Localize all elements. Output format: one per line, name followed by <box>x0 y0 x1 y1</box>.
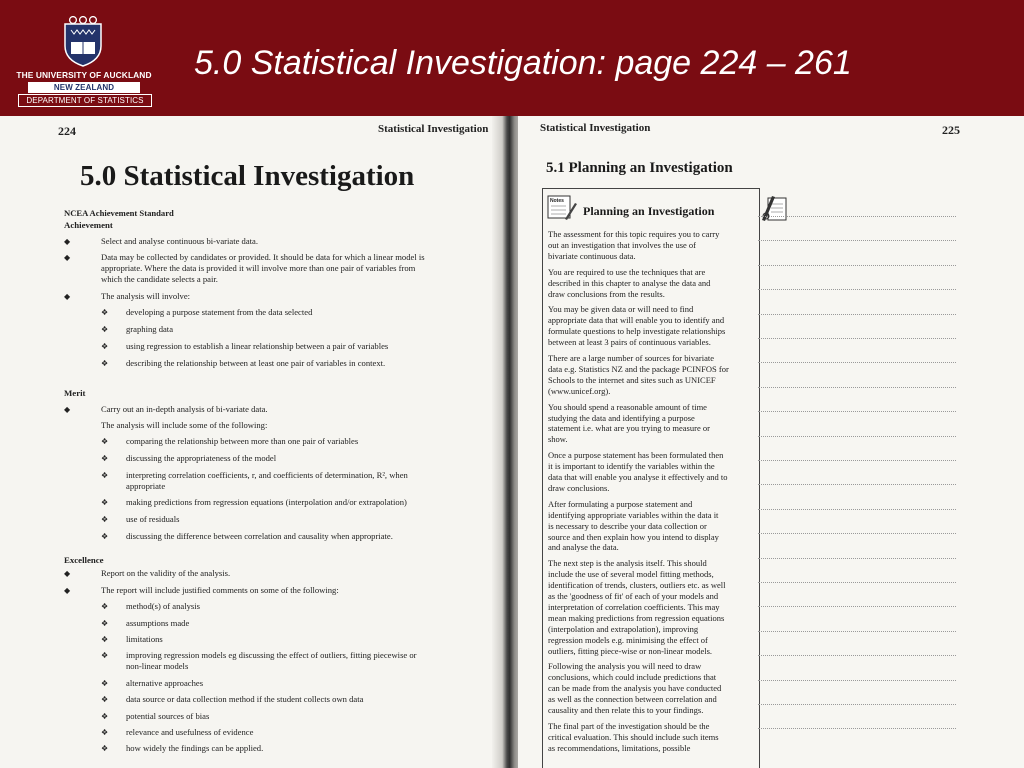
notes-line <box>758 484 956 485</box>
box-text-line: critical evaluation. This should include such items <box>548 731 719 742</box>
excellence-sub-item: limitations <box>126 634 163 644</box>
university-name: THE UNIVERSITY OF AUCKLAND <box>16 70 152 80</box>
achievement-item: which the candidate selects a pair. <box>101 274 218 284</box>
book-scan <box>0 116 1024 768</box>
box-text-line: (www.unicef.org). <box>548 385 611 396</box>
box-text-line: identification of trends, clusters, outliers etc. as well <box>548 580 726 591</box>
sub-bullet-icon: ❖ <box>101 712 109 721</box>
box-text-line: draw conclusions. <box>548 482 610 493</box>
svg-text:Notes: Notes <box>550 198 564 204</box>
slide-title: 5.0 Statistical Investigation: page 224 – 261 <box>194 44 852 82</box>
standard-label: NCEA Achievement Standard <box>64 208 174 218</box>
excellence-sub-item: potential sources of bias <box>126 711 210 721</box>
box-text-line: data e.g. Statistics NZ and the package PCINFOS for <box>548 363 729 374</box>
box-text-line: as well as the connection between correlation and <box>548 694 717 705</box>
merit-sub-item: interpreting correlation coefficients, r, and coefficients of determination, R², when <box>126 470 408 480</box>
notes-line <box>758 387 956 388</box>
achievement-sub-item: describing the relationship between at least one pair of variables in context. <box>126 358 386 368</box>
box-text-line: and analyse the data. <box>548 542 619 553</box>
notes-line <box>758 728 956 729</box>
box-title: Planning an Investigation <box>583 204 715 218</box>
achievement-heading: Achievement <box>64 220 113 230</box>
box-text-line: causality and then relate this to your findings. <box>548 705 704 715</box>
box-text-line: (interpolation and extrapolation), improving <box>548 623 699 634</box>
sub-bullet-icon: ❖ <box>101 679 109 688</box>
excellence-heading: Excellence <box>64 555 104 565</box>
excellence-sub-item: relevance and usefulness of evidence <box>126 727 254 737</box>
achievement-item: Data may be collected by candidates or provided. It should be data for which a linear model is <box>101 252 425 262</box>
excellence-sub-item: alternative approaches <box>126 678 204 688</box>
excellence-item: Report on the validity of the analysis. <box>101 568 231 578</box>
department-name: DEPARTMENT OF STATISTICS <box>18 94 152 107</box>
box-text-line: show. <box>548 434 568 445</box>
notes-line <box>758 680 956 681</box>
excellence-item: The report will include justified comments on some of the following: <box>101 585 339 595</box>
box-text-line: between at least 3 pairs of continuous variables. <box>548 337 711 348</box>
sub-bullet-icon: ❖ <box>101 728 109 737</box>
box-text-line: statement i.e. what are you trying to measure or <box>548 423 710 434</box>
bullet-icon: ◆ <box>64 237 71 246</box>
box-text-line: formulate questions to help investigate relationships <box>548 326 726 337</box>
left-page <box>0 116 505 768</box>
achievement-sub-item: graphing data <box>126 324 174 334</box>
achievement-sub-item: using regression to establish a linear relationship between a pair of variables <box>126 341 389 351</box>
box-text-line: Once a purpose statement has been formulated then <box>548 450 724 461</box>
notes-line <box>758 533 956 534</box>
notes-line <box>758 289 956 290</box>
excellence-sub-item: improving regression models eg discussing the effect of outliers, fitting piecewise or <box>126 650 417 660</box>
notes-line <box>758 216 956 217</box>
sub-bullet-icon: ❖ <box>101 602 109 611</box>
box-text-line: source and then explain how you intend to display <box>548 531 719 542</box>
notes-line <box>758 704 956 705</box>
box-text-line: out an investigation that involves the use of <box>548 239 697 250</box>
sub-bullet-icon: ❖ <box>101 342 109 351</box>
box-text-line: as recommendations, limitations, possible <box>548 742 691 753</box>
excellence-sub-item: data source or data collection method if the student collects own data <box>126 694 364 704</box>
chapter-title: 5.0 Statistical Investigation <box>80 160 415 192</box>
sub-bullet-icon: ❖ <box>101 744 109 753</box>
box-text-line: mean making predictions from regression equations <box>548 612 725 623</box>
box-text-line: There are a large number of sources for bivariate <box>548 353 714 363</box>
notes-line <box>758 582 956 583</box>
notes-lines <box>758 216 956 768</box>
box-text-line: as the 'goodness of fit' of each of your models and <box>548 591 719 601</box>
sub-bullet-icon: ❖ <box>101 498 109 507</box>
notes-line <box>758 338 956 339</box>
merit-item: The analysis will include some of the following: <box>101 420 268 430</box>
excellence-sub-item: how widely the findings can be applied. <box>126 743 264 753</box>
sub-bullet-icon: ❖ <box>101 359 109 368</box>
excellence-sub-item: assumptions made <box>126 618 190 628</box>
bullet-icon: ◆ <box>64 292 71 301</box>
excellence-sub-item: method(s) of analysis <box>126 601 200 611</box>
box-text-line: interpretation of correlation coefficients. This may <box>548 601 720 612</box>
left-page-number: 224 <box>58 124 76 138</box>
box-text-line: data that will enable you analyse it effectively and to <box>548 472 728 482</box>
box-text-line: it is important to identify the variables within the <box>548 461 715 472</box>
crest-icon <box>61 16 105 68</box>
sub-bullet-icon: ❖ <box>101 651 109 660</box>
sub-bullet-icon: ❖ <box>101 532 109 541</box>
right-running-head: Statistical Investigation <box>540 122 651 134</box>
right-page <box>518 116 1024 768</box>
notes-line <box>758 362 956 363</box>
merit-sub-item: discussing the appropriateness of the model <box>126 453 277 463</box>
bullet-icon: ◆ <box>64 569 71 578</box>
merit-sub-item: appropriate <box>126 481 166 491</box>
box-text-line: described in this chapter to analyse the data and <box>548 277 711 288</box>
notes-line <box>758 436 956 437</box>
notes-line <box>758 314 956 315</box>
sub-bullet-icon: ❖ <box>101 471 109 480</box>
bullet-icon: ◆ <box>64 586 71 595</box>
achievement-sub-item: developing a purpose statement from the data selected <box>126 307 313 317</box>
bullet-icon: ◆ <box>64 405 71 414</box>
box-text-line: You are required to use the techniques that are <box>548 266 706 277</box>
slide-header <box>0 0 1024 116</box>
section-title: 5.1 Planning an Investigation <box>546 160 733 176</box>
sub-bullet-icon: ❖ <box>101 619 109 628</box>
notes-line <box>758 265 956 266</box>
notes-line <box>758 606 956 607</box>
left-running-head: Statistical Investigation <box>378 123 489 135</box>
box-text-line: outliers, fitting piece-wise or non-linear models. <box>548 645 713 656</box>
achievement-item: The analysis will involve: <box>101 291 191 301</box>
planning-box <box>542 188 760 768</box>
sub-bullet-icon: ❖ <box>101 437 109 446</box>
bullet-icon: ◆ <box>64 253 71 262</box>
box-text-line: identifying appropriate variables within the data it <box>548 509 719 520</box>
notes-line <box>758 509 956 510</box>
excellence-sub-item: non-linear models <box>126 661 189 671</box>
box-text-line: You may be given data or will need to find <box>548 304 694 315</box>
merit-sub-item: use of residuals <box>126 514 180 524</box>
merit-sub-item: discussing the difference between correlation and causality when appropriate. <box>126 531 393 541</box>
sub-bullet-icon: ❖ <box>101 308 109 317</box>
box-text-line: The next step is the analysis itself. This should <box>548 558 707 569</box>
box-text-line: After formulating a purpose statement and <box>548 498 693 509</box>
box-text-line: conclusions, which could include predictions that <box>548 672 717 683</box>
merit-item: Carry out an in-depth analysis of bi-variate data. <box>101 404 268 414</box>
notes-line <box>758 655 956 656</box>
box-text-line: The final part of the investigation should be the <box>548 720 710 731</box>
box-text-line: can be made from the analysis you have conducted <box>548 683 722 694</box>
achievement-item: Select and analyse continuous bi-variate data. <box>101 236 259 246</box>
box-text-line: Schools to the internet and sites such as UNICEF <box>548 374 716 385</box>
notes-line <box>758 240 956 241</box>
box-text-line: You should spend a reasonable amount of time <box>548 401 707 412</box>
box-text-line: regression models e.g. minimising the effect of <box>548 634 708 645</box>
merit-sub-item: making predictions from regression equations (interpolation and/or extrapolation) <box>126 497 407 507</box>
notes-icon <box>547 195 577 221</box>
box-text-line: studying the data and identifying a purpose <box>548 412 695 423</box>
achievement-item: appropriate. Where the data is provided it will involve more than one pair of variables from <box>101 263 416 273</box>
box-text-line: appropriate data that will enable you to identify and <box>548 315 725 326</box>
sub-bullet-icon: ❖ <box>101 635 109 644</box>
merit-heading: Merit <box>64 388 86 398</box>
box-text-line: The assessment for this topic requires you to carry <box>548 229 720 239</box>
notes-line <box>758 411 956 412</box>
merit-sub-item: comparing the relationship between more than one pair of variables <box>126 436 359 446</box>
notes-line <box>758 460 956 461</box>
sub-bullet-icon: ❖ <box>101 515 109 524</box>
notes-line <box>758 558 956 559</box>
sub-bullet-icon: ❖ <box>101 325 109 334</box>
sub-bullet-icon: ❖ <box>101 454 109 463</box>
university-country: NEW ZEALAND <box>28 82 140 93</box>
box-text-line: include the use of several model fitting methods, <box>548 569 714 580</box>
box-text-line: is necessary to describe your data collection or <box>548 520 707 531</box>
box-text-line: Following the analysis you will need to draw <box>548 661 702 672</box>
university-logo <box>10 12 156 104</box>
right-page-number: 225 <box>942 123 960 137</box>
notes-line <box>758 631 956 632</box>
sub-bullet-icon: ❖ <box>101 695 109 704</box>
box-text-line: bivariate continuous data. <box>548 250 636 261</box>
box-text-line: draw conclusions from the results. <box>548 288 665 299</box>
